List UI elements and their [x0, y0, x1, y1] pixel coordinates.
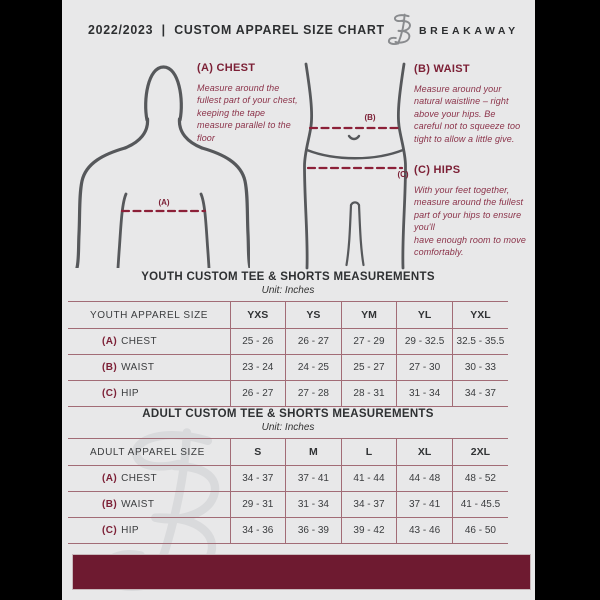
cell: 25 - 27: [341, 355, 397, 381]
adult-size-section: [68, 408, 508, 544]
cell: 24 - 25: [286, 355, 342, 381]
table-row-waist: [68, 355, 508, 381]
youth-size-table: [68, 301, 508, 407]
waist-marker-label: (B): [364, 113, 376, 122]
cell: 37 - 41: [397, 492, 453, 518]
table-row-hip: [68, 381, 508, 407]
size-column-header: YM: [341, 302, 397, 329]
size-column-header: L: [341, 439, 397, 466]
cell: 29 - 31: [230, 492, 286, 518]
size-column-header: XL: [397, 439, 453, 466]
breakaway-b-logo-icon: [384, 13, 414, 45]
cell: 26 - 27: [230, 381, 286, 407]
cell: 27 - 29: [341, 329, 397, 355]
cell: 27 - 28: [286, 381, 342, 407]
hips-marker-label: (C): [397, 170, 409, 179]
cell: 30 - 33: [452, 355, 508, 381]
cell: 41 - 44: [341, 466, 397, 492]
cell: 26 - 27: [286, 329, 342, 355]
adult-size-label-header: ADULT APPAREL SIZE: [90, 446, 205, 458]
youth-table-title: YOUTH CUSTOM TEE & SHORTS MEASUREMENTS: [141, 271, 435, 283]
size-column-header: YXL: [452, 302, 508, 329]
cell: 31 - 34: [286, 492, 342, 518]
youth-header-row: [68, 302, 508, 329]
cell: 39 - 42: [341, 518, 397, 544]
cell: 28 - 31: [341, 381, 397, 407]
cell: 34 - 36: [230, 518, 286, 544]
row-label: (A) CHEST: [68, 329, 230, 355]
cell: 25 - 26: [230, 329, 286, 355]
cell: 46 - 50: [452, 518, 508, 544]
cell: 34 - 37: [341, 492, 397, 518]
footer-bar: [72, 554, 531, 590]
chest-marker-label: (A): [158, 198, 170, 207]
cell: 41 - 45.5: [452, 492, 508, 518]
adult-table-title: ADULT CUSTOM TEE & SHORTS MEASUREMENTS: [142, 408, 434, 420]
table-row-chest: [68, 466, 508, 492]
cell: 44 - 48: [397, 466, 453, 492]
cell: 31 - 34: [397, 381, 453, 407]
table-row-chest: [68, 329, 508, 355]
youth-table-unit: Unit: Inches: [261, 285, 315, 296]
cell: 34 - 37: [230, 466, 286, 492]
cell: 43 - 46: [397, 518, 453, 544]
size-column-header: YS: [286, 302, 342, 329]
hips-heading: (C) HIPS: [414, 164, 461, 176]
cell: 34 - 37: [452, 381, 508, 407]
waist-instructions: Measure around your natural waistline – right above your hips. Be careful not to squeeze too tight to allow a little give.: [414, 84, 521, 144]
cell: 48 - 52: [452, 466, 508, 492]
table-row-hip: [68, 518, 508, 544]
adult-size-table: [68, 438, 508, 544]
cell: 36 - 39: [286, 518, 342, 544]
cell: 29 - 32.5: [397, 329, 453, 355]
page-title: 2022/2023 | CUSTOM APPAREL SIZE CHART: [88, 22, 385, 37]
hips-instructions-line2: have enough room to move comfortably.: [414, 234, 526, 258]
cell: 32.5 - 35.5: [452, 329, 508, 355]
adult-table-unit: Unit: Inches: [261, 422, 315, 433]
youth-size-label-header: YOUTH APPAREL SIZE: [90, 309, 209, 321]
row-label: (C) HIP: [68, 518, 230, 544]
chest-instructions: Measure around the fullest part of your chest, keeping the tape measure parallel to the floor: [197, 83, 298, 143]
hips-instructions: [414, 184, 527, 258]
table-row-waist: [68, 492, 508, 518]
page: [62, 0, 535, 600]
row-label: (B) WAIST: [68, 492, 230, 518]
waist-heading: (B) WAIST: [414, 63, 470, 75]
size-column-header: YL: [397, 302, 453, 329]
row-label: (B) WAIST: [68, 355, 230, 381]
row-label: (C) HIP: [68, 381, 230, 407]
row-label: (A) CHEST: [68, 466, 230, 492]
chest-heading: (A) CHEST: [197, 62, 256, 74]
size-column-header: YXS: [230, 302, 286, 329]
waist-hips-measure-figure: [300, 62, 410, 270]
cell: 27 - 30: [397, 355, 453, 381]
brand-name: BREAKAWAY: [419, 25, 519, 37]
size-column-header: S: [230, 439, 286, 466]
youth-size-section: [68, 271, 508, 407]
adult-header-row: [68, 439, 508, 466]
size-column-header: 2XL: [452, 439, 508, 466]
hips-instructions-line1: With your feet together, measure around the fullest part of your hips to ensure you'll: [414, 185, 524, 233]
cell: 37 - 41: [286, 466, 342, 492]
size-column-header: M: [286, 439, 342, 466]
cell: 23 - 24: [230, 355, 286, 381]
